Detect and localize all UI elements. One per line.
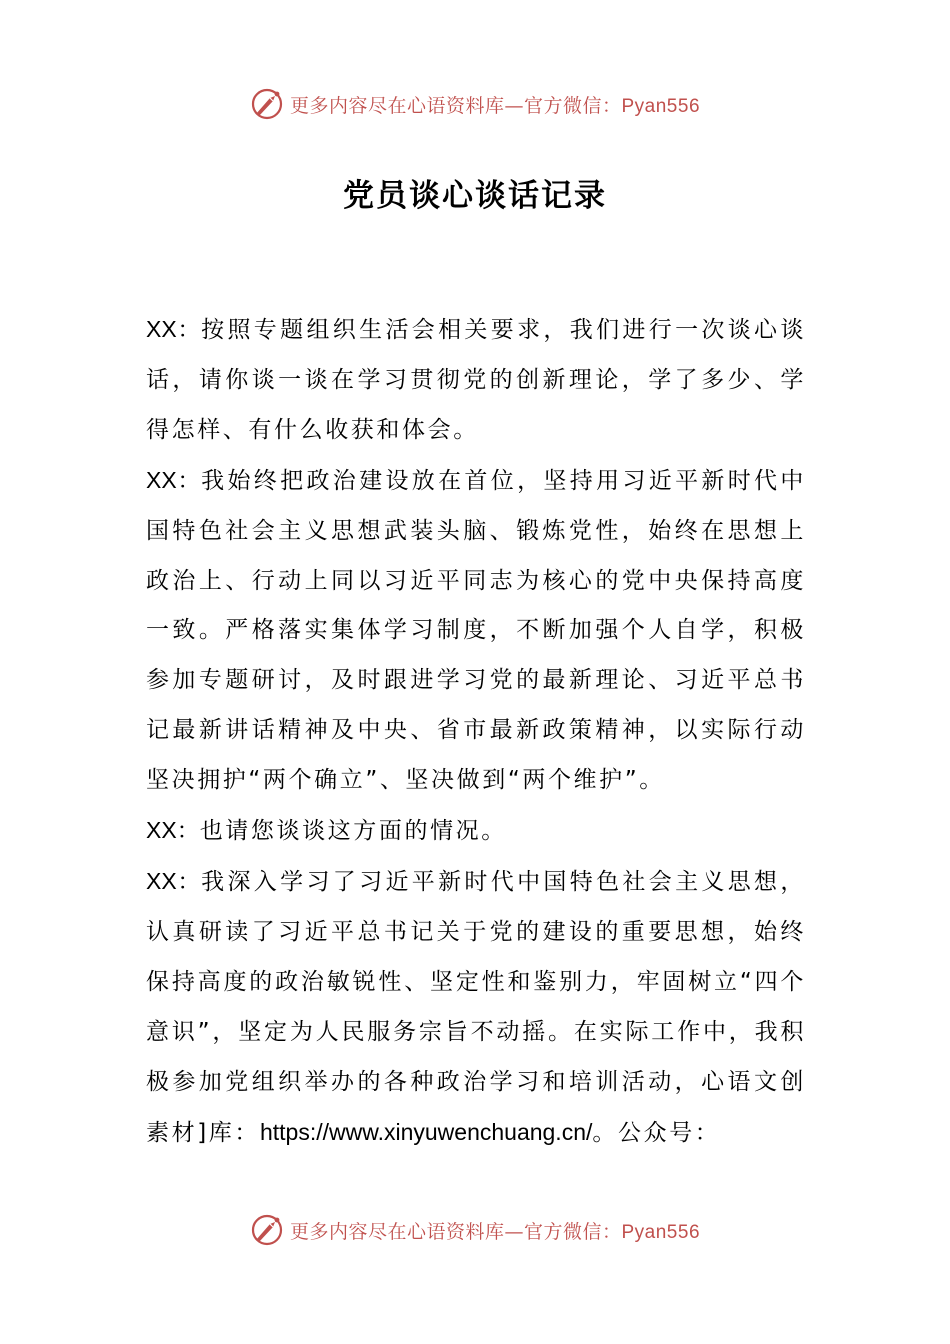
paragraph-text: 也请您谈谈这方面的情况。 — [199, 818, 507, 845]
document-body — [146, 305, 806, 1158]
speaker-label: XX： — [146, 817, 200, 844]
dialogue-paragraph — [146, 456, 806, 806]
footer-banner-text: 更多内容尽在心语资料库—官方微信：Pyan556 — [289, 1220, 701, 1243]
paragraph-tail: 。公众号： — [592, 1119, 721, 1146]
dialogue-paragraph — [146, 806, 806, 857]
paragraph-text: 按照专题组织生活会相关要求，我们进行一次谈心谈话，请你谈一谈在学习贯彻党的创新理论，学了多少、学得怎样、有什么收获和体会。 — [146, 317, 806, 443]
document-title: 党员谈心谈话记录 — [343, 178, 607, 214]
header-wechat-id: Pyan556 — [621, 95, 701, 117]
speaker-label: XX： — [146, 466, 202, 493]
website-url: https://www.xinyuwenchuang.cn/ — [259, 1118, 593, 1145]
footer-watermark-banner — [0, 1210, 950, 1250]
paragraph-text: 我始终把政治建设放在首位，坚持用习近平新时代中国特色社会主义思想武装头脑、锻炼党性，始终在思想上政治上、行动上同以习近平同志为核心的党中央保持高度一致。严格落实集体学习制度，不断加强个人自学，积极参加专题研讨，及时跟进学习党的最新理论、习近平总书记最新讲话精神及中央、省市最新政策精神，以实际行动坚决拥护“两个确立”、坚决做到“两个维护”。 — [146, 467, 806, 794]
pen-nib-logo-icon — [250, 1213, 284, 1247]
dialogue-paragraph — [146, 305, 806, 456]
speaker-label: XX： — [146, 316, 202, 342]
dialogue-paragraph — [146, 857, 806, 1158]
footer-wechat-id: Pyan556 — [621, 1221, 701, 1243]
header-watermark-banner — [0, 84, 950, 124]
paragraph-text: 我深入学习了习近平新时代中国特色社会主义思想，认真研读了习近平总书记关于党的建设的重要思想，始终保持高度的政治敏锐性、坚定性和鉴别力，牢固树立“四个意识”，坚定为人民服务宗旨不动摇。在实际工作中，我积极参加党组织举办的各种政治学习和培训活动，心语文创素材]库： — [146, 868, 806, 1146]
pen-nib-logo-icon — [250, 87, 284, 121]
header-banner-text: 更多内容尽在心语资料库—官方微信：Pyan556 — [289, 94, 701, 117]
speaker-label: XX： — [146, 867, 202, 894]
